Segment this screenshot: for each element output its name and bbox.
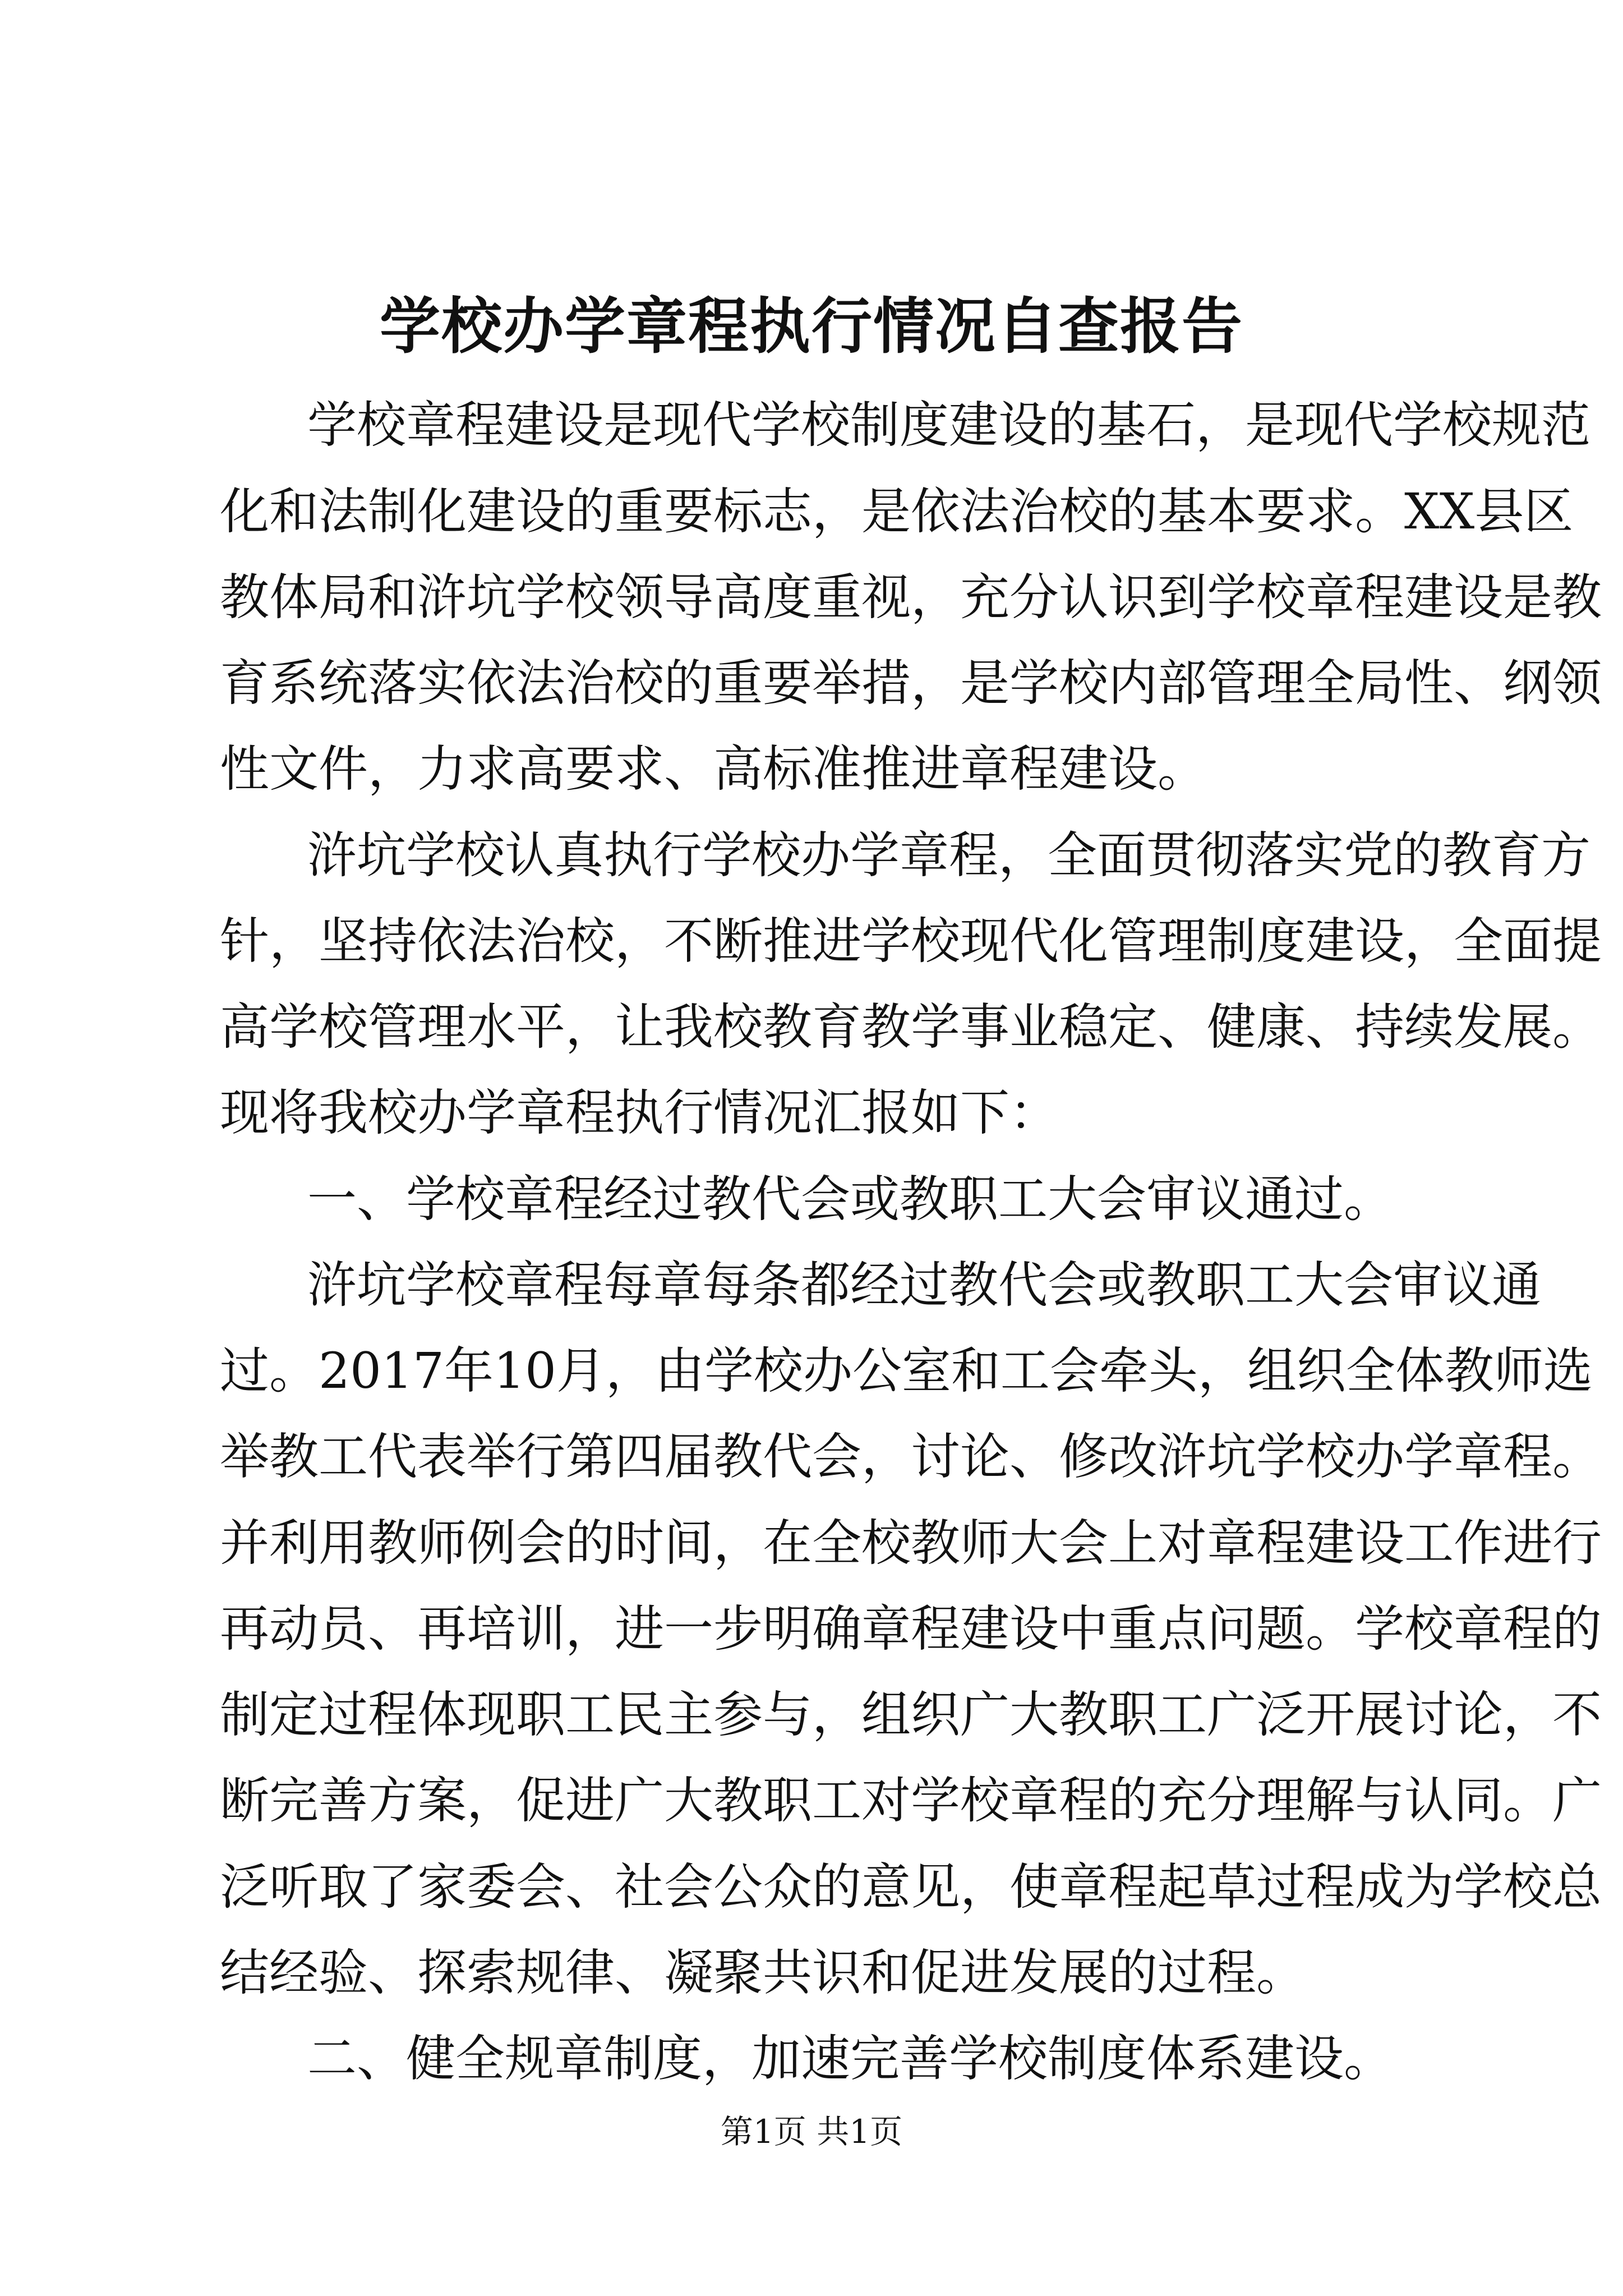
paragraph-line: 教体局和浒坑学校领导高度重视，充分认识到学校章程建设是教 bbox=[220, 568, 1602, 626]
paragraph-line: 浒坑学校认真执行学校办学章程，全面贯彻落实党的教育方 bbox=[307, 826, 1591, 884]
paragraph-line: 性文件，力求高要求、高标准推进章程建设。 bbox=[220, 740, 1207, 798]
paragraph-line: 再动员、再培训，进一步明确章程建设中重点问题。学校章程的 bbox=[220, 1600, 1602, 1658]
paragraph-line: 现将我校办学章程执行情况汇报如下： bbox=[220, 1084, 1059, 1142]
page-number-footer: 第1页 共1页 bbox=[720, 2113, 903, 2151]
paragraph-line: 高学校管理水平，让我校教育教学事业稳定、健康、持续发展。 bbox=[220, 998, 1602, 1056]
paragraph-line: 针，坚持依法治校，不断推进学校现代化管理制度建设，全面提 bbox=[220, 912, 1602, 970]
paragraph-line: 举教工代表举行第四届教代会，讨论、修改浒坑学校办学章程。 bbox=[220, 1428, 1602, 1485]
paragraph-line: 断完善方案，促进广大教职工对学校章程的充分理解与认同。广 bbox=[220, 1772, 1602, 1829]
paragraph-line: 泛听取了家委会、社会公众的意见，使章程起草过程成为学校总 bbox=[220, 1858, 1602, 1916]
paragraph-line: 结经验、探索规律、凝聚共识和促进发展的过程。 bbox=[220, 1944, 1306, 2001]
section-heading: 一、学校章程经过教代会或教职工大会审议通过。 bbox=[307, 1170, 1394, 1228]
paragraph-line: 浒坑学校章程每章每条都经过教代会或教职工大会审议通 bbox=[307, 1256, 1542, 1314]
paragraph-line: 化和法制化建设的重要标志，是依法治校的基本要求。XX县区 bbox=[220, 482, 1574, 540]
section-heading: 二、健全规章制度，加速完善学校制度体系建设。 bbox=[307, 2030, 1394, 2087]
paragraph-line: 过。2017年10月，由学校办公室和工会牵头，组织全体教师选 bbox=[220, 1342, 1593, 1400]
paragraph-line: 学校章程建设是现代学校制度建设的基石，是现代学校规范 bbox=[307, 396, 1591, 454]
paragraph-line: 制定过程体现职工民主参与，组织广大教职工广泛开展讨论，不 bbox=[220, 1686, 1602, 1743]
paragraph-line: 育系统落实依法治校的重要举措，是学校内部管理全局性、纲领 bbox=[220, 654, 1602, 712]
paragraph-line: 并利用教师例会的时间，在全校教师大会上对章程建设工作进行 bbox=[220, 1514, 1602, 1572]
document-title: 学校办学章程执行情况自查报告 bbox=[379, 291, 1243, 362]
